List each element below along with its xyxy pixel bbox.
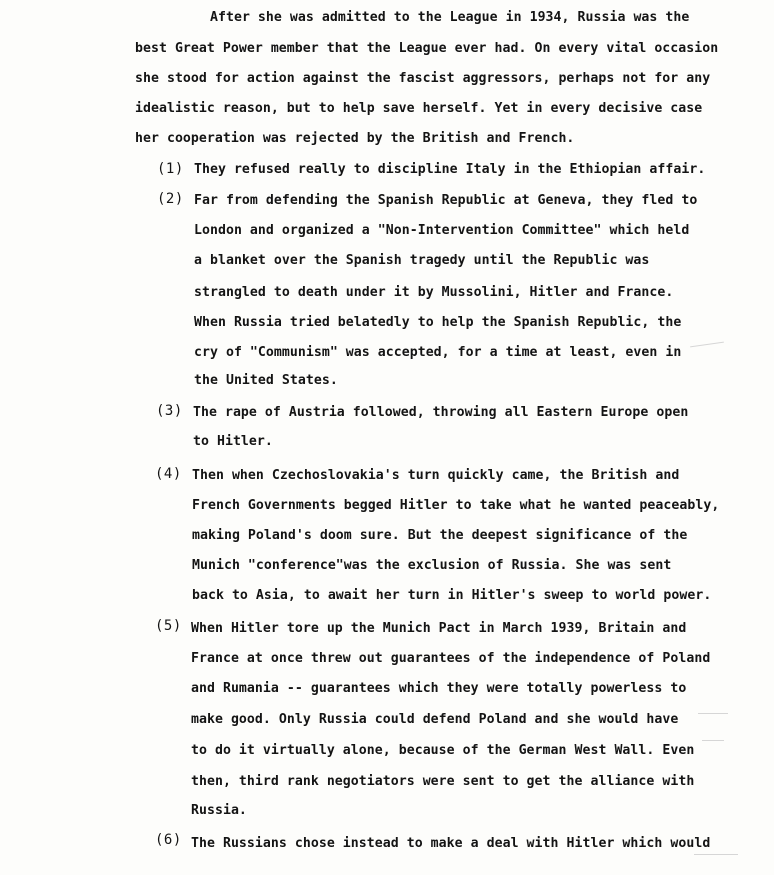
item-line: Far from defending the Spanish Republic at Geneva, they fled to [194,193,698,208]
item-number: (3) [156,403,183,419]
item-number: (1) [157,161,184,177]
intro-line: idealistic reason, but to help save herself. Yet in every decisive case [135,101,703,116]
scan-mark [702,740,724,741]
item-line: Russia. [191,803,247,818]
intro-line: her cooperation was rejected by the British and French. [135,131,575,146]
item-line: When Russia tried belatedly to help the Spanish Republic, the [194,315,682,330]
item-line: to do it virtually alone, because of the German West Wall. Even [191,743,695,758]
scan-mark [694,854,738,855]
item-line: The Russians chose instead to make a deal with Hitler which would [191,836,711,851]
item-line: back to Asia, to await her turn in Hitler's sweep to world power. [192,588,712,603]
item-line: and Rumania -- guarantees which they were totally powerless to [191,681,687,696]
item-number: (4) [155,466,182,482]
item-line: a blanket over the Spanish tragedy until the Republic was [194,253,650,268]
item-line: The rape of Austria followed, throwing all Eastern Europe open [193,405,689,420]
item-line: then, third rank negotiators were sent to get the alliance with [191,774,695,789]
item-number: (6) [155,832,182,848]
item-line: make good. Only Russia could defend Poland and she would have [191,712,679,727]
item-number: (2) [157,191,184,207]
item-line: to Hitler. [193,434,273,449]
item-number: (5) [155,618,182,634]
item-line: the United States. [194,373,338,388]
item-line: cry of "Communism" was accepted, for a time at least, even in [194,345,682,360]
intro-line: best Great Power member that the League ever had. On every vital occasion [135,41,719,56]
item-line: London and organized a "Non-Intervention Committee" which held [194,223,690,238]
intro-line: After she was admitted to the League in 1934, Russia was the [210,10,690,25]
item-line: They refused really to discipline Italy in the Ethiopian affair. [194,162,706,177]
scan-mark [698,713,728,714]
scan-mark [690,342,724,348]
item-line: Then when Czechoslovakia's turn quickly came, the British and [192,468,680,483]
item-line: making Poland's doom sure. But the deepest significance of the [192,528,688,543]
item-line: strangled to death under it by Mussolini, Hitler and France. [194,285,674,300]
item-line: France at once threw out guarantees of the independence of Poland [191,651,711,666]
intro-line: she stood for action against the fascist aggressors, perhaps not for any [135,71,711,86]
item-line: Munich "conference"was the exclusion of Russia. She was sent [192,558,672,573]
item-line: French Governments begged Hitler to take what he wanted peaceably, [192,498,720,513]
item-line: When Hitler tore up the Munich Pact in March 1939, Britain and [191,621,687,636]
